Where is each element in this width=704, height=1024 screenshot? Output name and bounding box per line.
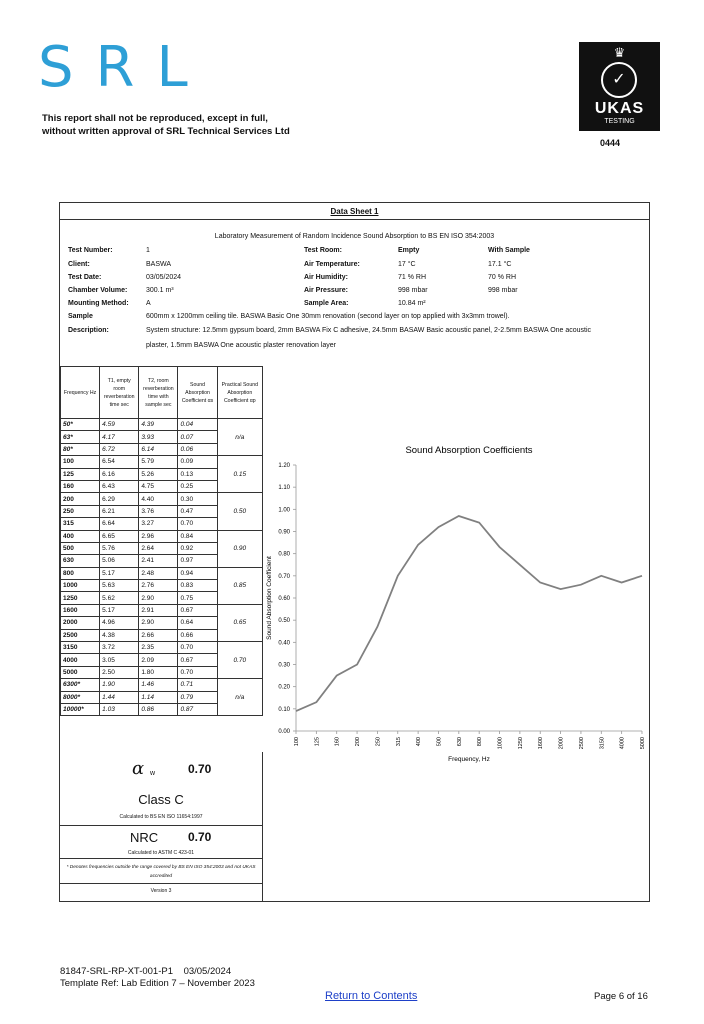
- test-room-label: Test Room:: [304, 247, 342, 254]
- description-label: Description:: [68, 327, 109, 334]
- x-tick-label: 100: [294, 737, 300, 747]
- alpha-p-cell: 0.15: [217, 456, 262, 493]
- x-tick-label: 125: [314, 737, 321, 747]
- x-tick-label: 800: [477, 737, 484, 747]
- air-pressure-label: Air Pressure:: [304, 287, 348, 294]
- table-row: [61, 567, 263, 579]
- srl-logo: SRL: [38, 35, 210, 100]
- x-tick-label: 1600: [538, 737, 545, 750]
- alpha-s-cell: 0.25: [178, 480, 217, 492]
- air-pressure-empty: 998 mbar: [398, 287, 428, 294]
- frequency-cell: 10000*: [61, 703, 100, 715]
- alpha-p-cell: 0.70: [217, 642, 262, 679]
- air-humidity-empty: 71 % RH: [398, 274, 427, 281]
- t1-cell: 6.64: [100, 518, 139, 530]
- t1-cell: 4.17: [100, 431, 139, 443]
- alpha-p-cell: n/a: [217, 679, 262, 716]
- t1-cell: 4.59: [100, 419, 139, 431]
- y-tick-label: 0.00: [278, 729, 290, 735]
- t1-cell: 5.06: [100, 555, 139, 567]
- divider: [60, 858, 262, 859]
- alpha-p-cell: n/a: [217, 419, 262, 456]
- air-temp-empty: 17 °C: [398, 261, 416, 268]
- y-tick-label: 0.40: [278, 640, 290, 647]
- t2-cell: 4.39: [139, 419, 178, 431]
- frequency-cell: 50*: [61, 419, 100, 431]
- t1-cell: 6.72: [100, 443, 139, 455]
- description-line-1: System structure: 12.5mm gypsum board, 2mm BASWA Fix C adhesive, 24.5mm BASAW Basic acoustic panel, 2-2.5mm BASWA One acoustic: [146, 327, 592, 334]
- t2-cell: 2.35: [139, 642, 178, 654]
- alpha-w-subscript: w: [150, 770, 156, 777]
- y-tick-label: 1.20: [278, 463, 290, 469]
- sample-label: Sample: [68, 313, 93, 320]
- t1-cell: 1.03: [100, 703, 139, 715]
- ukas-name: UKAS: [594, 100, 645, 117]
- return-to-contents-link[interactable]: Return to Contents: [325, 990, 418, 1002]
- notice-line-1: This report shall not be reproduced, except in full,: [42, 113, 268, 124]
- data-sheet-subtitle: Laboratory Measurement of Random Incidence Sound Absorption to BS EN ISO 354:2003: [214, 233, 495, 240]
- t1-cell: 6.29: [100, 493, 139, 505]
- air-humidity-label: Air Humidity:: [304, 274, 348, 281]
- frequency-cell: 200: [61, 493, 100, 505]
- x-tick-label: 2000: [558, 737, 565, 750]
- t2-cell: 2.64: [139, 542, 178, 554]
- x-tick-label: 1250: [517, 737, 524, 750]
- frequency-cell: 630: [61, 555, 100, 567]
- t2-cell: 0.86: [139, 703, 178, 715]
- header-t2: T2, room reverberation time with sample sec: [139, 367, 178, 419]
- frequency-cell: 1000: [61, 580, 100, 592]
- sample-area: 10.84 m²: [398, 300, 426, 307]
- frequency-cell: 63*: [61, 431, 100, 443]
- page-number: Page 6 of 16: [594, 991, 648, 1002]
- class-calc-note: Calculated to BS EN ISO 11654:1997: [119, 814, 203, 820]
- alpha-w-value: 0.70: [188, 762, 212, 776]
- report-ref: 81847-SRL-RP-XT-001-P1: [60, 966, 173, 977]
- crown-icon: ♛: [613, 45, 626, 60]
- y-axis-label: Sound Absorption Coefficient: [266, 556, 273, 640]
- frequency-cell: 160: [61, 480, 100, 492]
- y-tick-label: 0.80: [278, 551, 290, 558]
- t1-cell: 1.44: [100, 691, 139, 703]
- table-row: [61, 530, 263, 542]
- description-line-2: plaster, 1.5mm BASWA One acoustic plaster renovation layer: [146, 342, 336, 349]
- t2-cell: 2.41: [139, 555, 178, 567]
- t2-cell: 3.76: [139, 505, 178, 517]
- t2-cell: 2.09: [139, 654, 178, 666]
- y-tick-label: 0.30: [278, 662, 290, 669]
- absorption-class: Class C: [138, 792, 184, 807]
- chamber-volume-label: Chamber Volume:: [68, 287, 128, 294]
- x-tick-label: 5000: [640, 737, 646, 750]
- y-tick-label: 0.20: [278, 684, 290, 691]
- frequency-cell: 2000: [61, 617, 100, 629]
- alpha-p-cell: 0.85: [217, 567, 262, 604]
- alpha-s-cell: 0.67: [178, 604, 217, 616]
- nrc-calc-note: Calculated to ASTM C 423-01: [127, 850, 195, 856]
- t1-cell: 5.62: [100, 592, 139, 604]
- x-tick-label: 630: [456, 737, 463, 747]
- table-row: [61, 456, 263, 468]
- alpha-s-cell: 0.94: [178, 567, 217, 579]
- table-row: [61, 642, 263, 654]
- alpha-s-cell: 0.70: [178, 518, 217, 530]
- test-number-label: Test Number:: [68, 247, 113, 254]
- frequency-cell: 315: [61, 518, 100, 530]
- divider: [60, 883, 262, 884]
- t2-cell: 2.90: [139, 592, 178, 604]
- absorption-chart: [262, 437, 652, 767]
- alpha-s-cell: 0.71: [178, 679, 217, 691]
- alpha-s-cell: 0.83: [178, 580, 217, 592]
- frequency-cell: 125: [61, 468, 100, 480]
- ukas-number: 0444: [600, 138, 621, 148]
- alpha-s-cell: 0.66: [178, 629, 217, 641]
- y-tick-label: 1.10: [278, 485, 290, 492]
- alpha-s-cell: 0.30: [178, 493, 217, 505]
- alpha-s-cell: 0.67: [178, 654, 217, 666]
- t1-cell: 6.21: [100, 505, 139, 517]
- x-tick-label: 250: [375, 737, 382, 747]
- t1-cell: 5.76: [100, 542, 139, 554]
- x-tick-label: 315: [395, 737, 402, 747]
- t2-cell: 6.14: [139, 443, 178, 455]
- alpha-s-cell: 0.09: [178, 456, 217, 468]
- t2-cell: 3.27: [139, 518, 178, 530]
- t1-cell: 4.96: [100, 617, 139, 629]
- tick-mark-icon: ✓: [601, 62, 637, 98]
- chamber-volume: 300.1 m³: [146, 287, 174, 294]
- alpha-s-cell: 0.75: [178, 592, 217, 604]
- alpha-p-cell: 0.50: [217, 493, 262, 530]
- table-row: [61, 419, 263, 431]
- t1-cell: 3.72: [100, 642, 139, 654]
- alpha-s-cell: 0.79: [178, 691, 217, 703]
- nrc-value: 0.70: [188, 830, 212, 844]
- frequency-cell: 800: [61, 567, 100, 579]
- absorption-table: [60, 366, 263, 716]
- chart-title: Sound Absorption Coefficients: [405, 445, 533, 456]
- x-tick-label: 160: [334, 737, 341, 747]
- x-tick-label: 500: [436, 737, 443, 747]
- alpha-w-symbol: α: [132, 758, 145, 779]
- notice-line-2: without written approval of SRL Technical Services Ltd: [42, 126, 290, 137]
- frequency-cell: 8000*: [61, 691, 100, 703]
- divider: [60, 219, 649, 220]
- x-tick-label: 400: [416, 737, 423, 747]
- alpha-s-cell: 0.70: [178, 666, 217, 678]
- t2-cell: 2.91: [139, 604, 178, 616]
- y-tick-label: 0.10: [278, 706, 290, 713]
- t2-cell: 5.79: [139, 456, 178, 468]
- y-tick-label: 0.60: [278, 596, 290, 602]
- mounting: A: [146, 300, 151, 307]
- rating-box: [60, 752, 263, 901]
- x-axis-label: Frequency, Hz: [448, 756, 490, 763]
- t2-cell: 1.46: [139, 679, 178, 691]
- t1-cell: 3.05: [100, 654, 139, 666]
- t2-cell: 3.93: [139, 431, 178, 443]
- alpha-s-cell: 0.07: [178, 431, 217, 443]
- t2-cell: 2.90: [139, 617, 178, 629]
- header-frequency: Frequency Hz: [61, 367, 100, 419]
- ukas-logo: [579, 42, 660, 131]
- frequency-cell: 1250: [61, 592, 100, 604]
- frequency-cell: 400: [61, 530, 100, 542]
- divider: [60, 825, 262, 826]
- document-footer: [60, 966, 255, 990]
- frequency-cell: 100: [61, 456, 100, 468]
- x-tick-label: 4000: [619, 737, 626, 750]
- x-tick-label: 1000: [497, 737, 504, 750]
- mounting-label: Mounting Method:: [68, 300, 129, 307]
- client: BASWA: [146, 261, 172, 268]
- template-ref: Template Ref: Lab Edition 7 – November 2023: [60, 978, 255, 989]
- t1-cell: 5.63: [100, 580, 139, 592]
- t2-cell: 2.96: [139, 530, 178, 542]
- x-tick-label: 3150: [599, 737, 606, 750]
- frequency-cell: 6300*: [61, 679, 100, 691]
- table-row: [61, 679, 263, 691]
- alpha-s-cell: 0.97: [178, 555, 217, 567]
- table-row: [61, 604, 263, 616]
- header-t1: T1, empty room reverberation time sec: [100, 367, 139, 419]
- frequency-cell: 80*: [61, 443, 100, 455]
- t2-cell: 2.66: [139, 629, 178, 641]
- t2-cell: 4.75: [139, 480, 178, 492]
- sample: 600mm x 1200mm ceiling tile. BASWA Basic One 30mm renovation (second layer on top applied with 3x3mm trowel).: [146, 313, 510, 320]
- frequency-cell: 500: [61, 542, 100, 554]
- alpha-p-cell: 0.65: [217, 604, 262, 641]
- alpha-s-cell: 0.06: [178, 443, 217, 455]
- t1-cell: 6.43: [100, 480, 139, 492]
- x-tick-label: 2500: [578, 737, 585, 750]
- t1-cell: 6.54: [100, 456, 139, 468]
- t2-cell: 5.26: [139, 468, 178, 480]
- t2-cell: 2.48: [139, 567, 178, 579]
- table-row: [61, 493, 263, 505]
- alpha-s-cell: 0.13: [178, 468, 217, 480]
- t1-cell: 2.50: [100, 666, 139, 678]
- ukas-testing: TESTING: [604, 118, 635, 125]
- footnote: * Denotes frequencies outside the range covered by BS EN ISO 354:2003 and not UKAS accredited: [66, 865, 256, 879]
- alpha-s-cell: 0.92: [178, 542, 217, 554]
- x-tick-label: 200: [355, 737, 362, 747]
- t2-cell: 1.14: [139, 691, 178, 703]
- air-temp-sample: 17.1 °C: [488, 261, 512, 268]
- t1-cell: 5.17: [100, 567, 139, 579]
- t1-cell: 6.16: [100, 468, 139, 480]
- y-tick-label: 0.70: [278, 573, 290, 580]
- alpha-s-cell: 0.64: [178, 617, 217, 629]
- col-empty: Empty: [398, 247, 420, 254]
- t1-cell: 4.38: [100, 629, 139, 641]
- reproduction-notice: [42, 112, 290, 138]
- client-label: Client:: [68, 261, 90, 268]
- version: Version 3: [150, 888, 172, 894]
- alpha-p-cell: 0.90: [217, 530, 262, 567]
- air-temp-label: Air Temperature:: [304, 261, 360, 268]
- alpha-s-cell: 0.84: [178, 530, 217, 542]
- y-tick-label: 0.50: [278, 618, 290, 625]
- air-pressure-sample: 998 mbar: [488, 287, 518, 294]
- header-alpha-p: Practical Sound Absorption Coefficient αp: [217, 367, 262, 419]
- frequency-cell: 2500: [61, 629, 100, 641]
- alpha-s-cell: 0.04: [178, 419, 217, 431]
- frequency-cell: 5000: [61, 666, 100, 678]
- t1-cell: 1.90: [100, 679, 139, 691]
- air-humidity-sample: 70 % RH: [488, 274, 517, 281]
- frequency-cell: 1600: [61, 604, 100, 616]
- t2-cell: 2.76: [139, 580, 178, 592]
- frequency-cell: 250: [61, 505, 100, 517]
- data-sheet-title: Data Sheet 1: [330, 207, 379, 216]
- nrc-label: NRC: [130, 830, 159, 845]
- t2-cell: 1.80: [139, 666, 178, 678]
- alpha-s-cell: 0.87: [178, 703, 217, 715]
- absorption-series-line: [296, 516, 642, 711]
- y-tick-label: 0.90: [278, 529, 290, 536]
- test-date: 03/05/2024: [146, 274, 182, 281]
- test-date-label: Test Date:: [68, 274, 102, 281]
- t1-cell: 5.17: [100, 604, 139, 616]
- alpha-s-cell: 0.47: [178, 505, 217, 517]
- t1-cell: 6.65: [100, 530, 139, 542]
- frequency-cell: 4000: [61, 654, 100, 666]
- y-tick-label: 1.00: [278, 507, 290, 514]
- header-alpha-s: Sound Absorption Coefficient αs: [178, 367, 217, 419]
- col-sample: With Sample: [488, 247, 530, 254]
- report-date: 03/05/2024: [183, 966, 232, 977]
- frequency-cell: 3150: [61, 642, 100, 654]
- t2-cell: 4.40: [139, 493, 178, 505]
- sample-area-label: Sample Area:: [304, 300, 349, 307]
- test-number: 1: [146, 247, 150, 254]
- alpha-s-cell: 0.70: [178, 642, 217, 654]
